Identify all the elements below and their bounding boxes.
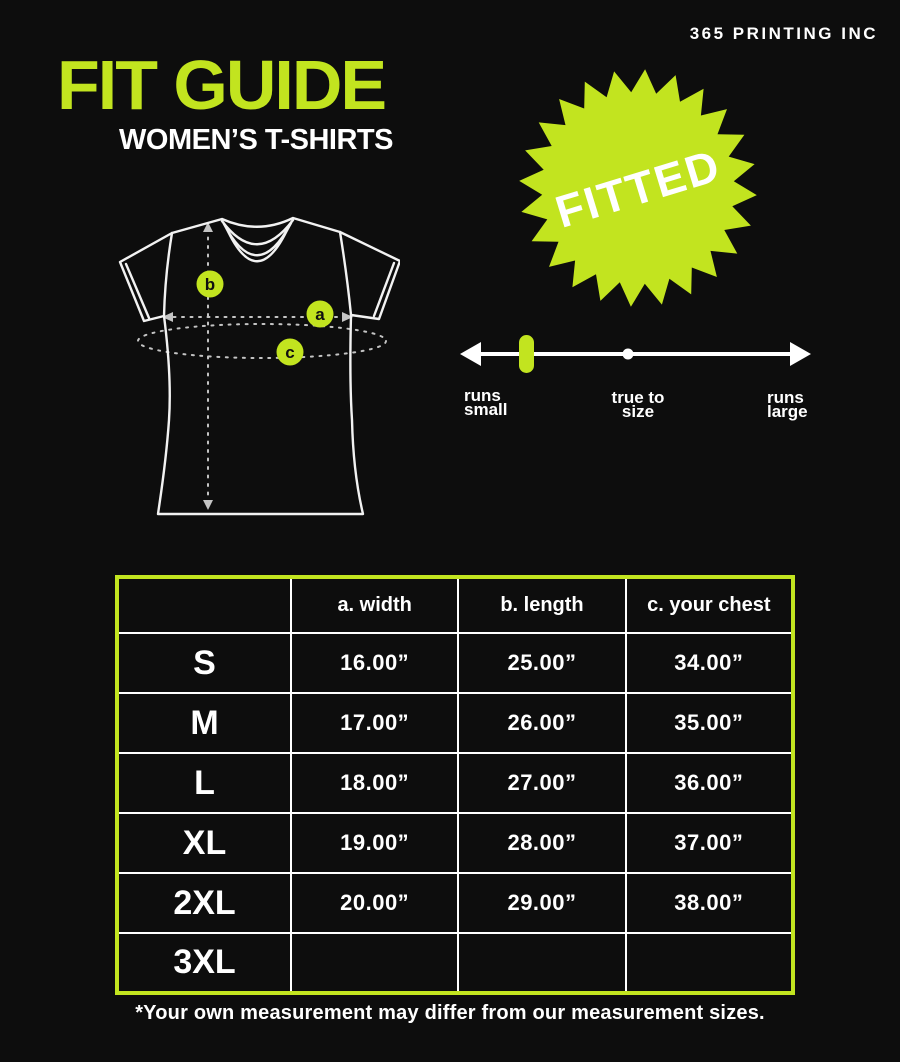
fit-marker-pill [519,335,534,373]
scale-arrow-right-icon [790,342,811,366]
table-row [117,813,793,873]
scale-label-line: large [767,401,808,421]
fit-scale [448,330,823,378]
scale-label-runs-small [464,386,508,419]
length-cell: 26.00” [458,693,625,753]
left-sleeve-hem [126,264,149,318]
scale-label-line: size [621,401,655,421]
scale-label-line: small [464,399,508,419]
marker-a-label: a [315,305,325,324]
size-cell: 3XL [117,933,291,993]
chest-cell: 35.00” [626,693,793,753]
chest-cell: 37.00” [626,813,793,873]
size-chart-table [115,575,795,995]
marker-c-label: c [285,343,295,362]
brand-name: 365 PRINTING INC [689,24,878,43]
right-sleeve-seam [340,232,351,315]
width-cell: 18.00” [291,753,458,813]
chest-dashed-ellipse [138,324,386,358]
size-cell: L [117,753,291,813]
title-block [57,46,393,157]
chest-cell: 38.00” [626,873,793,933]
page-subtitle: WOMEN’S T-SHIRTS [119,124,393,156]
table-row [117,753,793,813]
table-row [117,633,793,693]
length-cell: 27.00” [458,753,625,813]
tshirt-outline [120,218,400,514]
chest-cell: 36.00” [626,753,793,813]
table-row [117,693,793,753]
table-header-row [117,577,793,633]
header-length: b. length [458,577,625,633]
width-cell: 16.00” [291,633,458,693]
chest-cell: 34.00” [626,633,793,693]
tshirt-measurement-diagram [100,205,400,525]
width-cell [291,933,458,993]
scale-label-line: true to [611,388,665,407]
size-cell: M [117,693,291,753]
length-cell: 25.00” [458,633,625,693]
header-chest: c. your chest [626,577,793,633]
length-cell: 28.00” [458,813,625,873]
length-cell: 29.00” [458,873,625,933]
size-cell: S [117,633,291,693]
chest-cell [626,933,793,993]
marker-b-label: b [204,275,216,294]
fitted-badge [515,64,761,312]
scale-label-true-to-size [592,388,684,421]
header-empty-cell [117,577,291,633]
scale-label-line: runs [767,388,804,407]
arrowhead-down-icon [203,500,213,510]
footnote: *Your own measurement may differ from our measurement sizes. [135,1002,765,1024]
scale-label-line: runs [464,386,501,405]
table-row [117,873,793,933]
scale-arrow-left-icon [460,342,481,366]
length-cell [458,933,625,993]
fitted-badge-label: FITTED [549,139,727,238]
table-row [117,933,793,993]
left-sleeve-seam [164,233,172,316]
page-title: FIT GUIDE [57,46,386,124]
width-cell: 19.00” [291,813,458,873]
size-cell: 2XL [117,873,291,933]
size-cell: XL [117,813,291,873]
width-cell: 20.00” [291,873,458,933]
header-width: a. width [291,577,458,633]
width-cell: 17.00” [291,693,458,753]
scale-label-runs-large [767,388,808,421]
scale-center-dot [623,349,634,360]
